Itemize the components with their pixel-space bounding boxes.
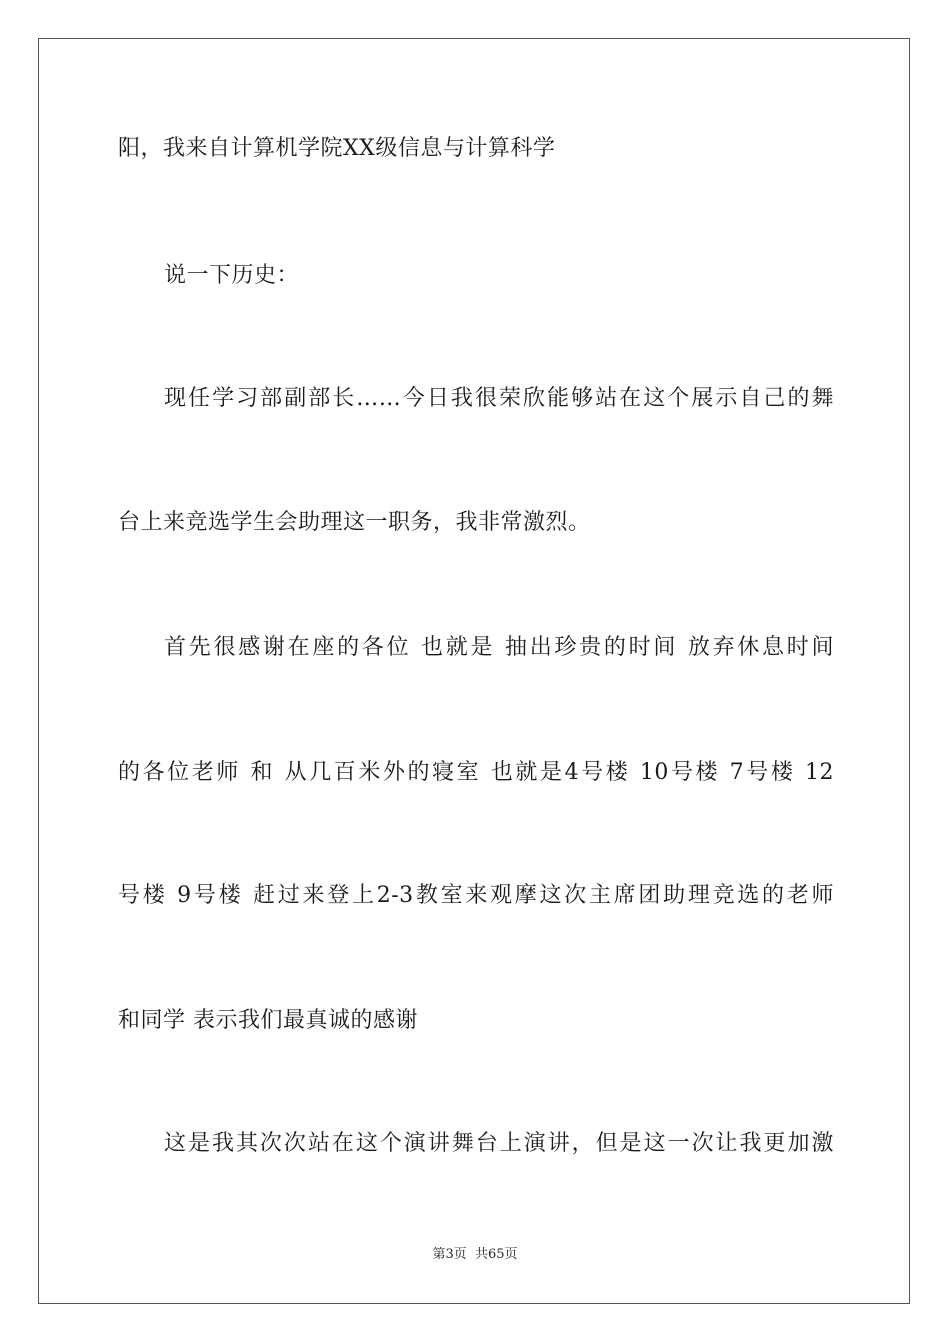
text-line: 阳，我来自计算机学院XX级信息与计算科学 xyxy=(118,136,556,161)
text-line: 和同学 表示我们最真诚的感谢 xyxy=(118,1008,418,1033)
total-pages: 共65页 xyxy=(474,1247,518,1262)
page-number: 第3页 xyxy=(432,1247,467,1262)
page-footer xyxy=(0,1246,950,1264)
text-line: 号楼 9号楼 赶过来登上2-3教室来观摩这次主席团助理竞选的老师 xyxy=(118,883,834,908)
text-line: 台上来竞选学生会助理这一职务，我非常激烈。 xyxy=(118,510,591,535)
text-line: 说一下历史： xyxy=(164,263,300,288)
text-line: 这是我其次次站在这个演讲舞台上演讲，但是这一次让我更加激 xyxy=(164,1131,834,1156)
text-line: 现任学习部副部长……今日我很荣欣能够站在这个展示自己的舞 xyxy=(164,386,834,411)
page-frame xyxy=(38,38,910,1304)
text-line: 的各位老师 和 从几百米外的寝室 也就是4号楼 10号楼 7号楼 12 xyxy=(118,760,834,785)
text-line: 首先很感谢在座的各位 也就是 抽出珍贵的时间 放弃休息时间 xyxy=(164,635,834,660)
